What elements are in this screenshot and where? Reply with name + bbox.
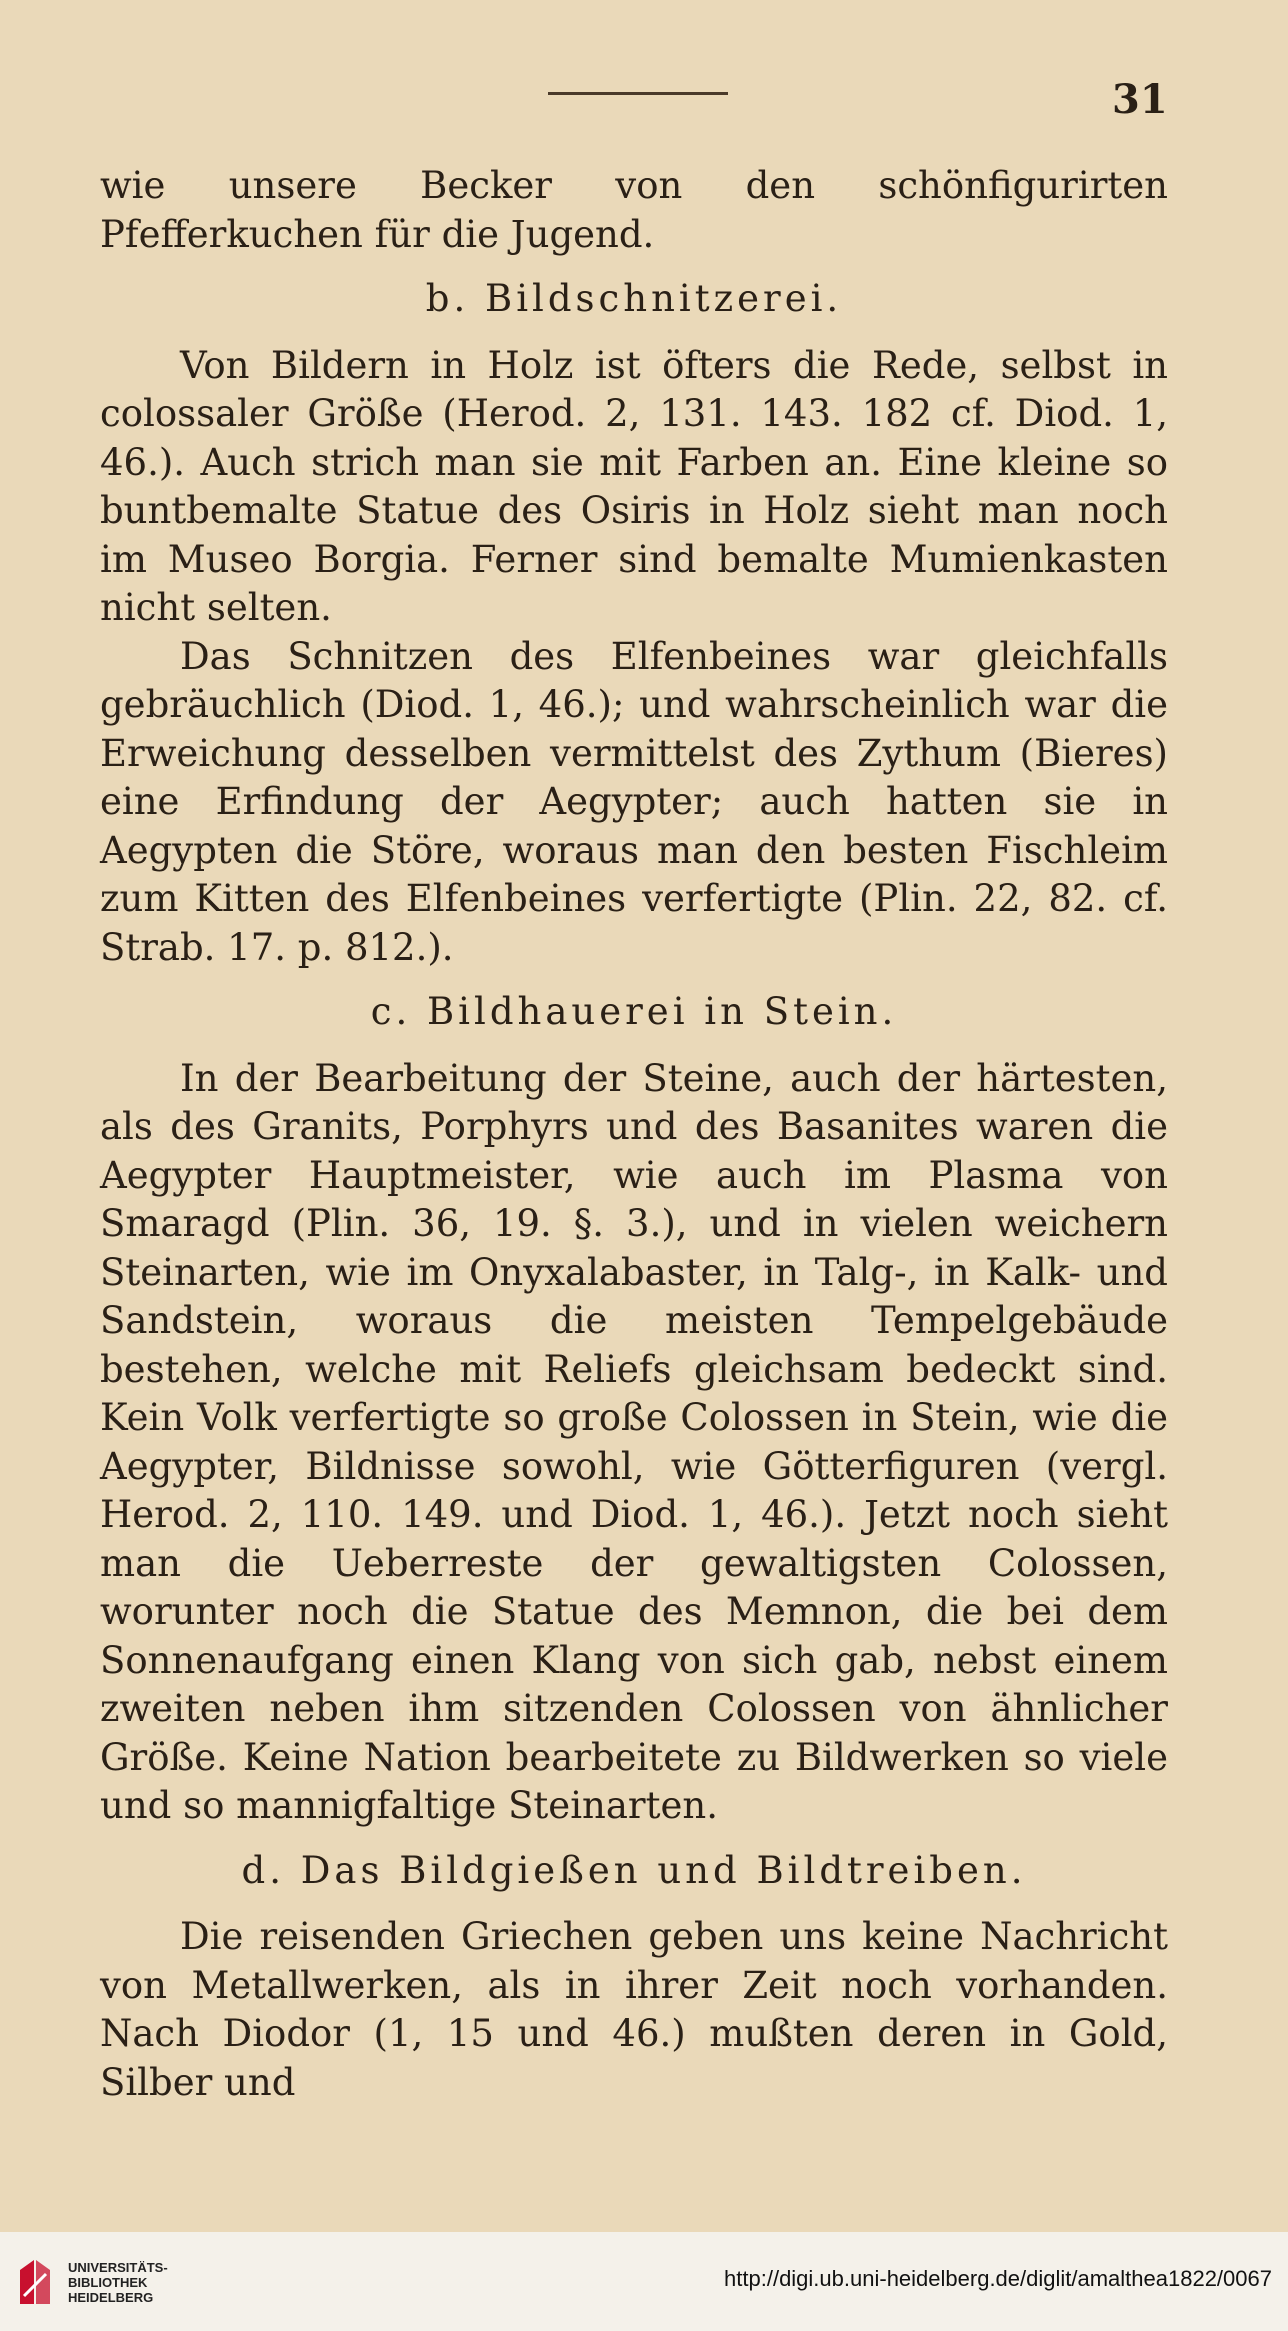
library-name-line: UNIVERSITÄTS- [68, 2260, 168, 2275]
library-name [68, 2260, 168, 2305]
section-heading-c: c. Bildhauerei in Stein. [370, 990, 898, 1033]
library-name-line: HEIDELBERG [68, 2290, 154, 2305]
paragraph-c1: In der Bearbeitung der Steine, auch der härtesten, als des Granits, Porphyrs und des Basanites waren die Aegypter Hauptmeister, wie auch im Plasma von Smaragd (Plin. 36, 19. §. 3.), und in vielen weichern Steinarten, wie im Onyxalabaster, in Talg-, in Kalk- und Sandstein, woraus die meisten Tempelgebäude bestehen, welche mit Reliefs gleichsam bedeckt sind. Kein Volk verfertigte so große Colossen in Stein, wie die Aegypter, Bildnisse sowohl, wie Götterfiguren (vergl. Herod. 2, 110. 149. und Diod. 1, 46.). Jetzt noch sieht man die Ueberreste der gewaltigsten Colossen, worunter noch die Statue des Memnon, die bei dem Sonnenaufgang einen Klang von sich gab, nebst einem zweiten neben ihm sitzenden Colossen von ähnlicher Größe. Keine Nation bearbeitete zu Bildwerken so viele und so mannigfaltige Steinarten. [100, 1056, 1168, 1827]
section-heading-b: b. Bildschnitzerei. [425, 277, 843, 320]
paragraph-b2: Das Schnitzen des Elfenbeines war gleichfalls gebräuchlich (Diod. 1, 46.); und wahrscheinlich war die Erweichung desselben vermittelst des Zythum (Bieres) eine Erfindung der Aegypter; auch hatten sie in Aegypten die Störe, woraus man den besten Fischleim zum Kitten des Elfenbeines verfertigte (Plin. 22, 82. cf. Strab. 17. p. 812.). [100, 634, 1168, 969]
page-text [100, 162, 1168, 2107]
permalink-url[interactable]: http://digi.ub.uni-heidelberg.de/diglit/amalthea1822/0067 [724, 2266, 1272, 2291]
library-name-line: BIBLIOTHEK [68, 2275, 148, 2290]
section-heading-d: d. Das Bildgießen und Bildtreiben. [241, 1848, 1027, 1892]
viewer-footer [0, 2232, 1288, 2331]
library-logo-icon [14, 2256, 56, 2308]
header-rule [548, 92, 728, 95]
paragraph-b1: Von Bildern in Holz ist öfters die Rede, selbst in colossaler Größe (Herod. 2, 131. 143. 182 cf. Diod. 1, 46.). Auch strich man sie mit Farben an. Eine kleine so buntbemalte Statue des Osiris in Holz sieht man noch im Museo Borgia. Ferner sind bemalte Mumienkasten nicht selten. [100, 343, 1168, 629]
intro-line: wie unsere Becker von den schönfigurirten Pfefferkuchen für die Jugend. [100, 164, 1168, 256]
paragraph-d1: Die reisenden Griechen geben uns keine Nachricht von Metallwerken, als in ihrer Zeit noch vorhanden. Nach Diodor (1, 15 und 46.) mußten deren in Gold, Silber und [100, 1915, 1168, 2104]
page-number: 31 [1112, 76, 1168, 123]
